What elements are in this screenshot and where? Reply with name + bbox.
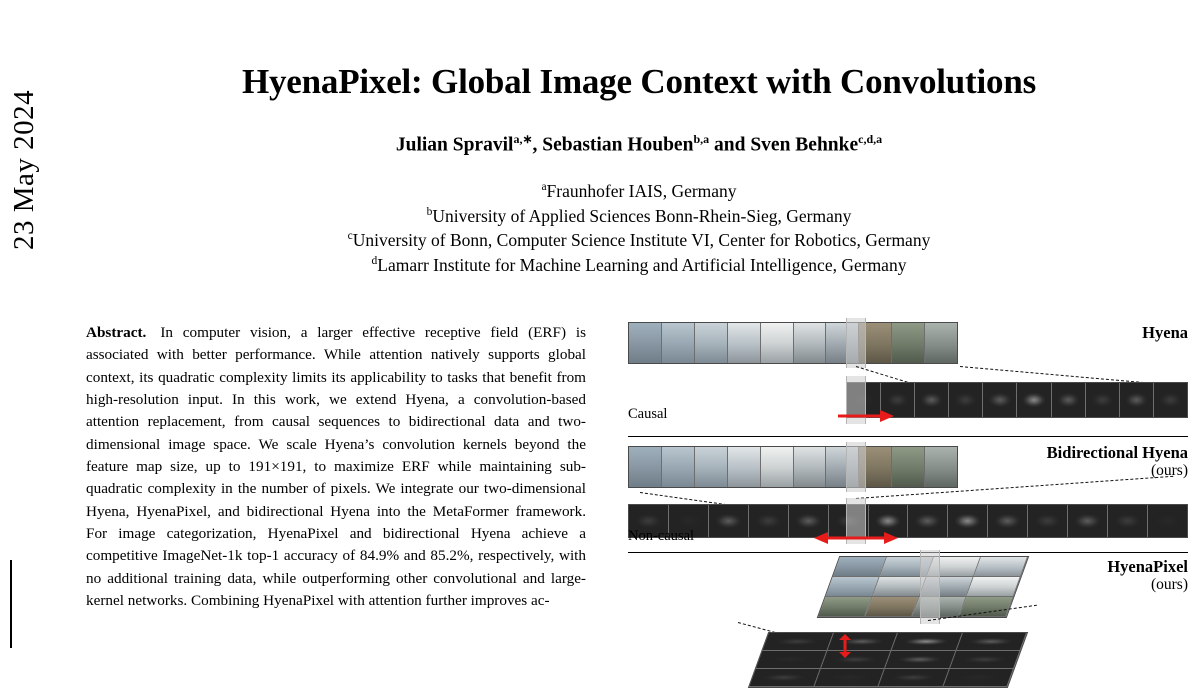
feature-cell (915, 383, 949, 417)
strip-cell (629, 323, 662, 363)
feature-map-strip-hyena (846, 382, 1188, 418)
figure-label-text: Bidirectional Hyena (1046, 443, 1188, 462)
feature-cell (1120, 383, 1154, 417)
body-columns (78, 310, 1200, 648)
figure-label-text: HyenaPixel (1107, 557, 1188, 576)
abstract-text: In computer vision, a larger effective receptive field (ERF) is associated with better performance. While attention natively supports global context, its quadratic complexity limits its applicability to tasks that benefit from high-resolution input. In this work, we extend Hyena, a convolution-based attention replacement, from causal sequences to bidirectional data and two-dimensional image space. We scale Hyena’s convolution kernels beyond the feature map size, up to 191×191, to maximize ERF while maintaining sub-quadratic complexity in the number of pixels. We integrate our two-dimensional Hyena, HyenaPixel, and bidirectional Hyena into the MetaFormer framework. For image categorization, HyenaPixel and bidirectional Hyena achieve a competitive ImageNet-1k top-1 accuracy of 84.9% and 85.2%, respectively, with no additional training data, while outperforming other convolutional and large-kernel networks. Combining HyenaPixel with attention further improves ac- (86, 324, 586, 610)
feature-cell (908, 505, 948, 537)
feature-cell (948, 505, 988, 537)
feature-cell (949, 383, 983, 417)
feature-cell (1148, 505, 1187, 537)
author-1-name: Julian Spravil (395, 134, 514, 156)
figure-block-label-hyena (1142, 324, 1188, 342)
highlight-column-bidirectional (846, 442, 866, 492)
grid-cell (966, 577, 1020, 597)
affiliation-text: Lamarr Institute for Machine Learning and Artificial Intelligence, Germany (377, 255, 907, 276)
strip-cell (794, 323, 827, 363)
figure-block-label-bidirectional (1047, 444, 1188, 479)
figure-block-bidirectional-hyena (628, 442, 1188, 556)
grid-cell (825, 577, 879, 597)
affiliation-item (78, 204, 1200, 229)
strip-cell (662, 323, 695, 363)
feature-cell (885, 651, 956, 669)
strip-cell (761, 323, 794, 363)
figure-label-ours: (ours) (1150, 576, 1188, 594)
feature-cell (891, 633, 962, 651)
affiliation-marker: b (426, 205, 433, 218)
feature-cell (949, 651, 1020, 669)
strip-cell (695, 323, 728, 363)
affiliation-text: University of Bonn, Computer Science Institute VI, Center for Robotics, Germany (352, 230, 931, 251)
grid-cell (818, 597, 872, 617)
author-2-name: Sebastian Houben (542, 134, 694, 156)
author-joiner-1: , (532, 134, 543, 156)
strip-cell (892, 447, 925, 487)
feature-map-grid-hyenapixel (748, 632, 1028, 688)
feature-cell (709, 505, 749, 537)
feature-map-strip-bidirectional (628, 504, 1188, 538)
abstract-heading: Abstract. (86, 324, 147, 341)
abstract-column (86, 322, 586, 612)
paper-page (78, 0, 1200, 648)
affiliation-marker: a (541, 180, 547, 193)
feature-cell (762, 633, 833, 651)
author-2-affil-marker: b,a (693, 132, 710, 147)
spine-date: 23 May 2024 (8, 89, 40, 250)
feature-cell (956, 633, 1027, 651)
section-divider (628, 552, 1188, 553)
feature-cell (1017, 383, 1051, 417)
feature-cell (878, 669, 949, 687)
highlight-column-hyena (846, 318, 866, 368)
strip-cell (761, 447, 794, 487)
strip-cell (728, 447, 761, 487)
feature-cell (1068, 505, 1108, 537)
input-image-strip-bidirectional (628, 446, 958, 488)
feature-cell (814, 669, 885, 687)
feature-cell (749, 669, 820, 687)
causal-caption: Causal (628, 406, 668, 422)
feature-cell (749, 505, 789, 537)
feature-cell (756, 651, 827, 669)
feature-cell (943, 669, 1014, 687)
affiliation-text: University of Applied Sciences Bonn-Rhein-Sieg, Germany (432, 205, 852, 226)
feature-cell (1108, 505, 1148, 537)
arxiv-spine (0, 0, 78, 648)
figure-block-label-hyenapixel (1107, 558, 1188, 593)
grid-cell (974, 557, 1028, 577)
affiliation-item (78, 253, 1200, 278)
strip-cell (728, 323, 761, 363)
author-3-affil-marker: c,d,a (858, 132, 883, 147)
highlight-column-hyenapixel (920, 550, 940, 624)
grid-cell (872, 577, 926, 597)
figure-label-text: Hyena (1142, 323, 1188, 342)
arrow-right-icon (836, 408, 896, 424)
figure-label-ours: (ours) (1150, 462, 1188, 480)
feature-cell (983, 383, 1017, 417)
strip-cell (629, 447, 662, 487)
feature-cell (1154, 383, 1187, 417)
spine-rule (10, 560, 12, 648)
author-joiner-2: and (709, 134, 751, 156)
affiliation-marker: c (347, 230, 353, 243)
strip-cell (662, 447, 695, 487)
non-causal-caption: Non-causal (628, 528, 695, 544)
strip-cell (794, 447, 827, 487)
teaser-figure (628, 318, 1188, 648)
affiliation-text: Fraunhofer IAIS, Germany (546, 180, 737, 201)
affiliation-list (78, 179, 1200, 278)
feature-cell (1086, 383, 1120, 417)
feature-cell (988, 505, 1028, 537)
feature-cell (1028, 505, 1068, 537)
feature-cell (1052, 383, 1086, 417)
section-divider (628, 436, 1188, 437)
strip-cell (925, 447, 957, 487)
affiliation-marker: d (371, 255, 378, 268)
arrow-2d-icon (833, 632, 857, 658)
author-3-name: Sven Behnke (750, 134, 859, 156)
author-1-affil-marker: a,∗ (513, 132, 533, 147)
grid-cell (833, 557, 887, 577)
grid-cell (865, 597, 919, 617)
strip-cell (892, 323, 925, 363)
input-image-strip-hyena (628, 322, 958, 364)
strip-cell (925, 323, 957, 363)
author-list (78, 132, 1200, 157)
arrow-bidirectional-icon (814, 530, 898, 546)
affiliation-item (78, 228, 1200, 253)
page-title: HyenaPixel: Global Image Context with Convolutions (241, 62, 1037, 101)
affiliation-item (78, 179, 1200, 204)
figure-block-hyena (628, 318, 1188, 438)
figure-block-hyenapixel (628, 556, 1188, 652)
strip-cell (695, 447, 728, 487)
